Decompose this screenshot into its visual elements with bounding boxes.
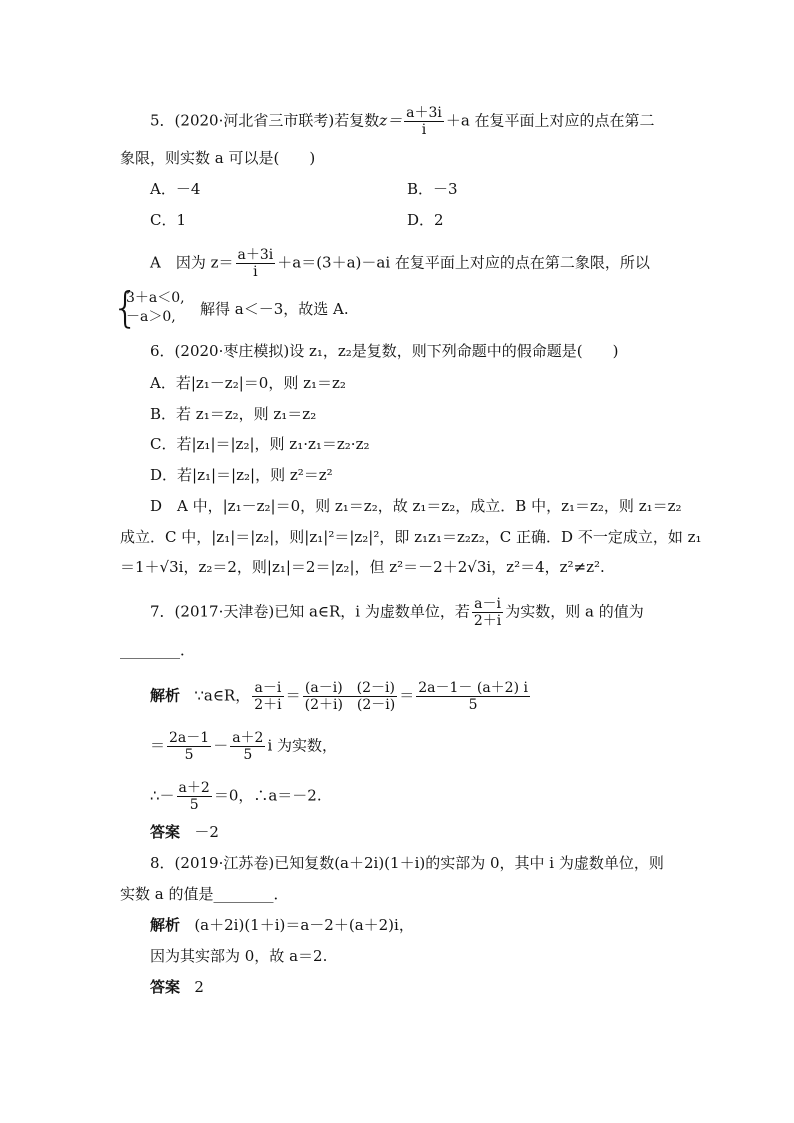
q7-fraction [472,596,503,629]
q7-f1 [252,680,283,713]
q8-solution-line2: 因为其实部为 0，故 a＝2. [150,947,328,965]
q7-l3-post: ＝0，∴a＝－2. [213,786,322,805]
q5-after-frac: ＋a 在复平面上对应的点在第二 [445,111,655,130]
q5-sol-post: ＋a＝(3＋a)－ai 在复平面上对应的点在第二象限，所以 [277,253,650,272]
q7-f2 [303,680,398,713]
q7-solution-line3 [150,780,322,813]
q7-l2-post: i 为实数， [267,736,338,755]
q5-fraction [404,105,444,138]
q8-ans-label: 答案 [150,978,181,996]
q5-solution-line1 [150,247,650,280]
q7-f4-num: 2a－1 [169,730,210,746]
q7-solution-line2 [150,730,337,763]
q7-f2-den: (2＋i) (2－i) [304,697,396,713]
q7-frac-num: a－i [472,596,503,613]
q5-option-b: B．－3 [407,180,458,198]
q7-sol-label: 解析 [150,686,181,705]
q7-l3-pre: ∴－ [150,786,175,805]
q7-f3-num: 2a－1－ (a＋2) i [418,680,528,696]
q7-f2-num: (a－i) (2－i) [303,680,398,697]
q5-option-a: A．－4 [150,180,201,198]
q5-sol-fraction [236,247,276,280]
q5-intro: 5．(2020·河北省三市联考)若复数 [150,111,380,130]
q7-f3-den: 5 [468,697,478,713]
q8-stem-line1: 8．(2019·江苏卷)已知复数(a＋2i)(1＋i)的实部为 0，其中 i 为虚数单位，则 [150,854,664,872]
q6-option-b: B．若 z₁＝z₂，则 z₁＝z₂ [150,405,317,423]
q5-option-d: D．2 [407,211,444,229]
q7-ans-value: －2 [194,823,219,841]
q7-intro: 7．(2017·天津卷)已知 a∈R，i 为虚数单位，若 [150,602,470,621]
q8-answer [150,977,204,997]
q7-f6-num: a＋2 [178,780,210,796]
q5-system-2: －a＞0, [126,309,176,325]
q7-f5-den: 5 [243,747,253,763]
q5-system-1: 3＋a＜0, [126,290,185,306]
q6-solution-line1: D A 中，|z₁－z₂|＝0，则 z₁＝z₂，故 z₁＝z₂，成立．B 中，z₁＝z₂，则 z₁＝z₂ [150,497,682,515]
q8-ans-value: 2 [194,978,204,996]
q7-answer [150,822,219,842]
q7-f3 [416,680,530,713]
q7-f6-den: 5 [189,797,199,813]
q7-f4-den: 5 [184,747,194,763]
q5-frac-num: a＋3i [406,105,442,121]
q8-solution-line1 [150,915,414,935]
q6-option-d: D．若|z₁|＝|z₂|，则 z²＝z² [150,466,333,484]
q7-sol-cond: ∵a∈R， [194,686,251,705]
q7-eq-1: ＝ [285,686,301,705]
q7-f1-den: 2＋i [254,697,282,713]
q7-f6 [177,780,212,813]
q8-stem-line2: 实数 a 的值是________． [120,885,289,903]
q7-stem-line1 [150,596,644,629]
q7-eq-2: ＝ [399,686,415,705]
q8-sol-label: 解析 [150,916,181,934]
q6-stem: 6．(2020·枣庄模拟)设 z₁，z₂是复数，则下列命题中的假命题是( ) [150,342,619,360]
q5-sol-pre: A 因为 z＝ [150,253,234,272]
q7-frac-den: 2＋i [473,613,502,629]
q5-sol-frac-num: a＋3i [237,247,274,263]
q5-sol-frac-den: i [253,264,258,280]
q7-f5-num: a＋2 [232,730,264,746]
q5-stem-line2: 象限，则实数 a 可以是( ) [120,149,316,167]
q5-system-tail: 解得 a＜－3，故选 A. [200,300,349,318]
q7-ans-label: 答案 [150,823,181,841]
q7-post: 为实数，则 a 的值为 [505,602,644,621]
q7-blank: ________． [120,641,196,659]
q7-f5 [230,730,265,763]
q6-option-c: C．若|z₁|＝|z₂|，则 z₁·z₁＝z₂·z₂ [150,435,370,453]
q7-solution-line1 [150,680,532,713]
q5-stem-line1 [150,105,655,138]
q6-solution-line2: 成立．C 中，|z₁|＝|z₂|，则|z₁|²＝|z₂|²，即 z₁z₁＝z₂z₂，C 正确．D 不一定成立，如 z₁ [120,528,702,546]
q5-left-brace: { [112,283,139,332]
q7-l2-pre: ＝ [150,736,166,755]
q7-f4 [167,730,211,763]
q6-solution-line3: ＝1＋√3i，z₂＝2，则|z₁|＝2＝|z₂|，但 z²＝－2＋2√3i，z²＝4，z²≠z². [120,558,605,576]
q5-option-c: C．1 [150,211,187,229]
q6-option-a: A．若|z₁－z₂|＝0，则 z₁＝z₂ [150,374,346,392]
q7-minus: － [213,736,229,755]
q5-z-eq: z＝ [379,111,403,130]
q7-f1-num: a－i [252,680,283,697]
q5-frac-den: i [421,122,427,138]
q8-sol-text: (a＋2i)(1＋i)＝a－2＋(a＋2)i， [194,916,414,934]
